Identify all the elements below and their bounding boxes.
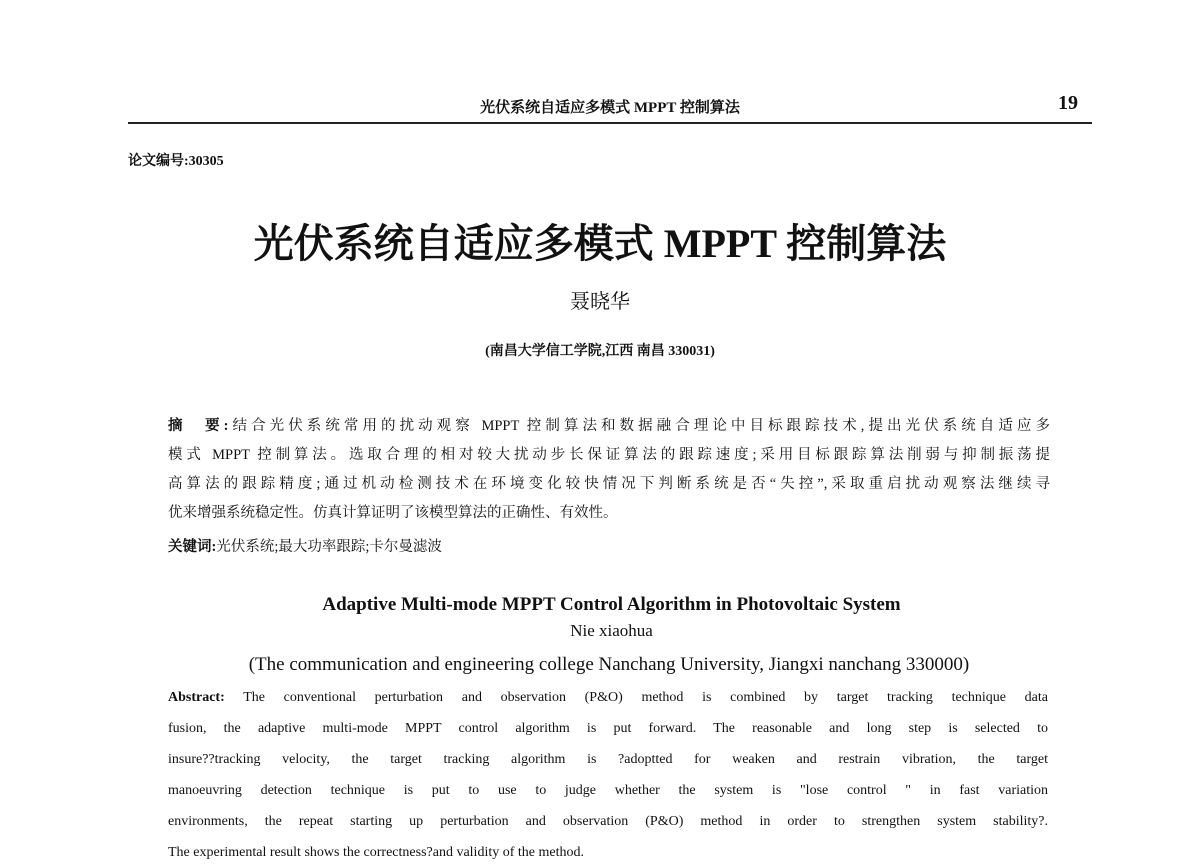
- keywords-cn-label: 关键词:: [168, 539, 217, 555]
- author: 聂晓华: [570, 291, 630, 313]
- abstract-en-line: insure??tracking velocity, the target tracking algorithm is ?adoptted for weaken and restrain vibration, the target: [168, 752, 1048, 767]
- abstract-cn-line: 优来增强系统稳定性。仿真计算证明了该模型算法的正确性、有效性。: [168, 505, 618, 521]
- abstract-en-text: The conventional perturbation and observation (P&O) method is combined by target tracking technique data: [224, 690, 1048, 705]
- abstract-en-line: fusion, the adaptive multi-mode MPPT control algorithm is put forward. The reasonable and long step is selected to: [168, 721, 1048, 736]
- abstract-cn-text: 结合光伏系统常用的扰动观察 MPPT 控制算法和数据融合理论中目标跟踪技术,提出光伏系统自适应多: [228, 418, 1050, 434]
- affiliation: (南昌大学信工学院,江西 南昌 330031): [485, 344, 715, 359]
- abstract-en-line: The experimental result shows the correctness?and validity of the method.: [168, 845, 584, 860]
- abstract-en-line: [168, 690, 1048, 706]
- abstract-en-line: environments, the repeat starting up perturbation and observation (P&O) method in order to strengthen system stability?.: [168, 814, 1048, 829]
- paper-number: 论文编号:30305: [128, 154, 224, 169]
- page-number: 19: [1058, 92, 1078, 114]
- keywords-cn: [168, 535, 1050, 556]
- english-title: Adaptive Multi-mode MPPT Control Algorithm in Photovoltaic System: [322, 594, 901, 615]
- running-head: 光伏系统自适应多模式 MPPT 控制算法: [480, 100, 740, 116]
- english-affiliation: (The communication and engineering college Nanchang University, Jiangxi nanchang 330000): [248, 654, 970, 675]
- english-author: Nie xiaohua: [570, 621, 653, 640]
- abstract-cn-label: 摘 要:: [168, 418, 229, 434]
- abstract-en-label: Abstract:: [168, 690, 225, 705]
- abstract-cn-line: 模式 MPPT 控制算法。选取合理的相对较大扰动步长保证算法的跟踪速度;采用目标跟踪算法削弱与抑制振荡提: [168, 447, 1050, 463]
- paper-title: 光伏系统自适应多模式 MPPT 控制算法: [253, 221, 947, 266]
- abstract-cn-line: [168, 414, 1050, 435]
- header-rule: [128, 122, 1092, 124]
- abstract-en-line: manoeuvring detection technique is put to use to judge whether the system is "lose control " in fast variation: [168, 783, 1048, 798]
- abstract-cn-line: 高算法的跟踪精度;通过机动检测技术在环境变化较快情况下判断系统是否“失控”,采取重启扰动观察法继续寻: [168, 476, 1050, 492]
- keywords-cn-text: 光伏系统;最大功率跟踪;卡尔曼滤波: [216, 539, 442, 555]
